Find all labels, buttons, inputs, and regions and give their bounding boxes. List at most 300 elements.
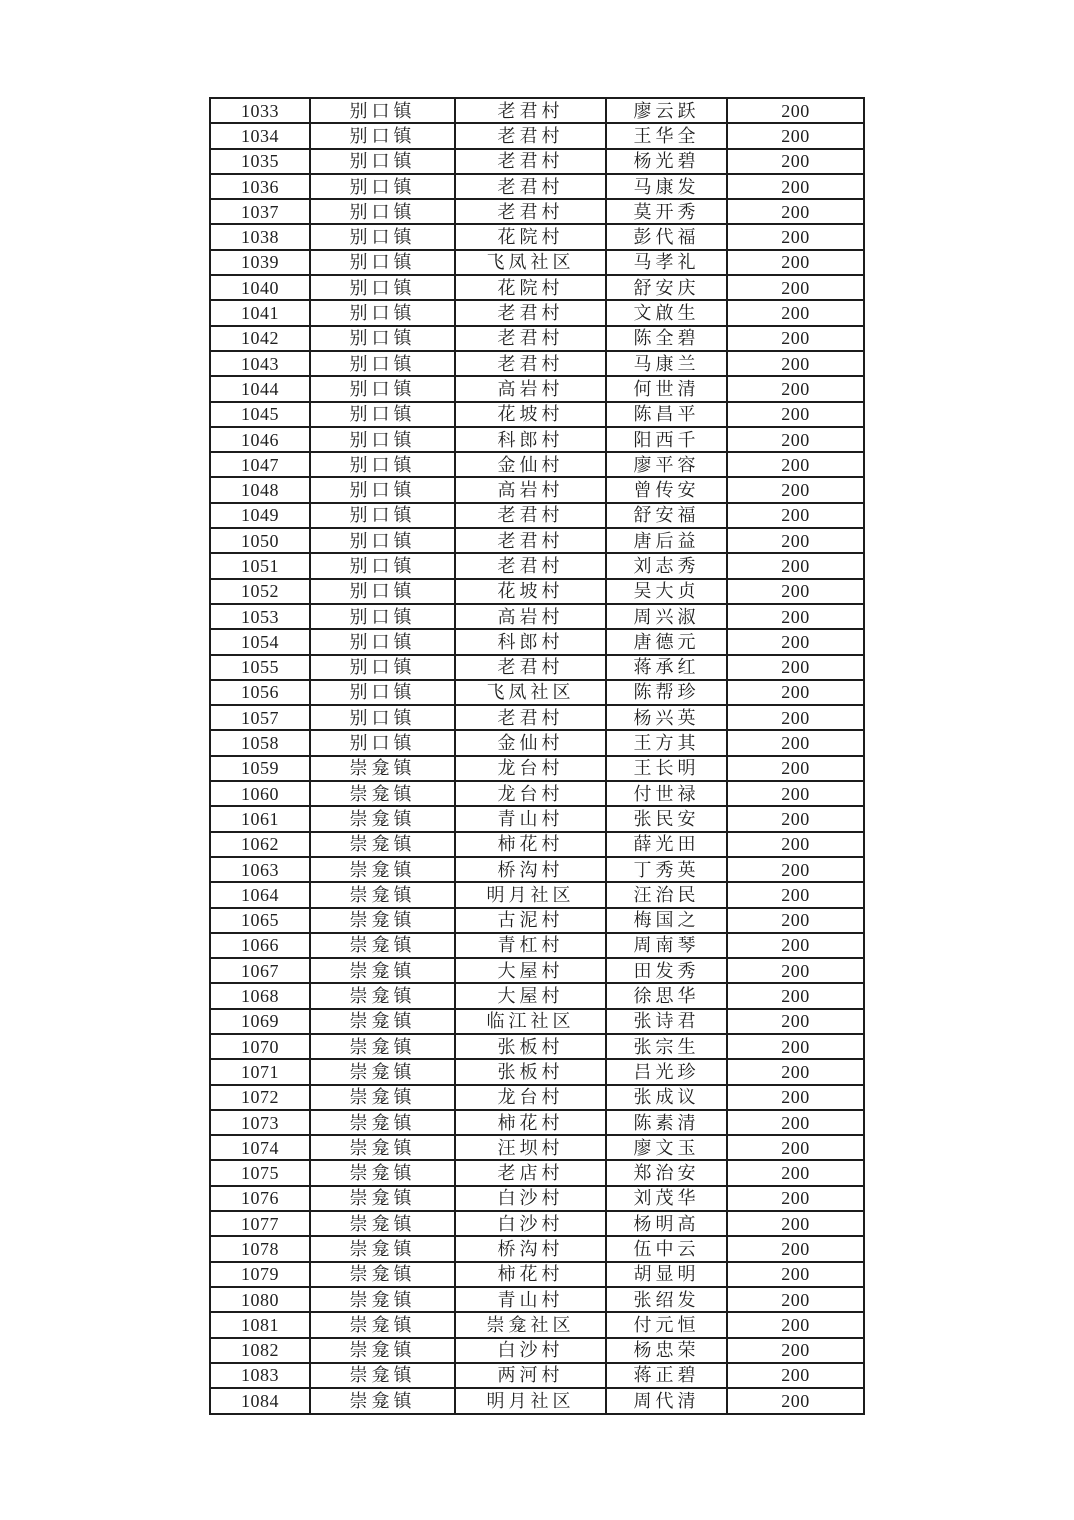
cell-village: 老君村 [455, 199, 606, 224]
cell-village: 老店村 [455, 1160, 606, 1185]
cell-amount: 200 [727, 1287, 864, 1312]
cell-town: 别口镇 [310, 402, 455, 427]
table-row [210, 1262, 864, 1287]
cell-town: 崇龛镇 [310, 1211, 455, 1236]
cell-village: 白沙村 [455, 1186, 606, 1211]
table-row [210, 1312, 864, 1337]
cell-amount: 200 [727, 98, 864, 123]
cell-village: 飞凤社区 [455, 250, 606, 275]
cell-person-name: 汪治民 [606, 882, 727, 907]
cell-serial-number: 1064 [210, 882, 310, 907]
cell-town: 别口镇 [310, 705, 455, 730]
cell-town: 崇龛镇 [310, 1110, 455, 1135]
cell-serial-number: 1036 [210, 174, 310, 199]
cell-town: 崇龛镇 [310, 1338, 455, 1363]
cell-serial-number: 1079 [210, 1262, 310, 1287]
cell-town: 崇龛镇 [310, 832, 455, 857]
cell-person-name: 王长明 [606, 756, 727, 781]
cell-amount: 200 [727, 705, 864, 730]
cell-serial-number: 1051 [210, 553, 310, 578]
cell-person-name: 丁秀英 [606, 857, 727, 882]
table-row [210, 528, 864, 553]
table-row [210, 629, 864, 654]
cell-person-name: 马孝礼 [606, 250, 727, 275]
cell-serial-number: 1070 [210, 1034, 310, 1059]
cell-village: 两河村 [455, 1363, 606, 1388]
cell-village: 科郎村 [455, 427, 606, 452]
cell-serial-number: 1045 [210, 402, 310, 427]
table-row [210, 655, 864, 680]
cell-town: 别口镇 [310, 477, 455, 502]
cell-village: 金仙村 [455, 730, 606, 755]
cell-serial-number: 1038 [210, 224, 310, 249]
cell-town: 别口镇 [310, 579, 455, 604]
cell-person-name: 杨光碧 [606, 149, 727, 174]
cell-village: 老君村 [455, 528, 606, 553]
cell-person-name: 田发秀 [606, 958, 727, 983]
cell-person-name: 陈帮珍 [606, 680, 727, 705]
cell-serial-number: 1039 [210, 250, 310, 275]
cell-serial-number: 1069 [210, 1009, 310, 1034]
cell-village: 崇龛社区 [455, 1312, 606, 1337]
table-row [210, 427, 864, 452]
cell-person-name: 杨忠荣 [606, 1338, 727, 1363]
cell-person-name: 周兴淑 [606, 604, 727, 629]
cell-village: 金仙村 [455, 452, 606, 477]
cell-village: 张板村 [455, 1059, 606, 1084]
cell-amount: 200 [727, 1312, 864, 1337]
cell-amount: 200 [727, 832, 864, 857]
cell-village: 科郎村 [455, 629, 606, 654]
table-row [210, 199, 864, 224]
cell-amount: 200 [727, 781, 864, 806]
cell-town: 别口镇 [310, 553, 455, 578]
cell-village: 老君村 [455, 655, 606, 680]
cell-person-name: 唐后益 [606, 528, 727, 553]
cell-serial-number: 1053 [210, 604, 310, 629]
cell-village: 临江社区 [455, 1009, 606, 1034]
cell-town: 崇龛镇 [310, 1034, 455, 1059]
cell-serial-number: 1063 [210, 857, 310, 882]
table-row [210, 1034, 864, 1059]
cell-amount: 200 [727, 452, 864, 477]
cell-village: 白沙村 [455, 1211, 606, 1236]
cell-town: 别口镇 [310, 680, 455, 705]
cell-serial-number: 1078 [210, 1236, 310, 1261]
cell-town: 别口镇 [310, 528, 455, 553]
cell-serial-number: 1062 [210, 832, 310, 857]
cell-serial-number: 1068 [210, 983, 310, 1008]
cell-town: 崇龛镇 [310, 857, 455, 882]
cell-amount: 200 [727, 224, 864, 249]
table-row [210, 1363, 864, 1388]
cell-amount: 200 [727, 1034, 864, 1059]
cell-village: 龙台村 [455, 781, 606, 806]
cell-serial-number: 1074 [210, 1135, 310, 1160]
cell-amount: 200 [727, 402, 864, 427]
cell-serial-number: 1049 [210, 503, 310, 528]
table-row [210, 781, 864, 806]
cell-amount: 200 [727, 123, 864, 148]
cell-serial-number: 1056 [210, 680, 310, 705]
table-row [210, 452, 864, 477]
cell-amount: 200 [727, 1085, 864, 1110]
cell-person-name: 刘茂华 [606, 1186, 727, 1211]
cell-amount: 200 [727, 1059, 864, 1084]
cell-person-name: 周南琴 [606, 933, 727, 958]
cell-person-name: 张成议 [606, 1085, 727, 1110]
table-row [210, 1135, 864, 1160]
cell-village: 老君村 [455, 98, 606, 123]
cell-village: 龙台村 [455, 756, 606, 781]
cell-person-name: 陈全碧 [606, 326, 727, 351]
table-row [210, 224, 864, 249]
table-row [210, 123, 864, 148]
cell-amount: 200 [727, 756, 864, 781]
table-row [210, 503, 864, 528]
cell-person-name: 王华全 [606, 123, 727, 148]
cell-village: 青山村 [455, 806, 606, 831]
cell-serial-number: 1043 [210, 351, 310, 376]
cell-person-name: 陈昌平 [606, 402, 727, 427]
cell-town: 别口镇 [310, 149, 455, 174]
table-body [210, 98, 864, 1414]
cell-serial-number: 1047 [210, 452, 310, 477]
cell-person-name: 蒋正碧 [606, 1363, 727, 1388]
cell-village: 飞凤社区 [455, 680, 606, 705]
table-row [210, 933, 864, 958]
cell-town: 别口镇 [310, 604, 455, 629]
cell-village: 花坡村 [455, 579, 606, 604]
cell-town: 崇龛镇 [310, 1262, 455, 1287]
cell-town: 崇龛镇 [310, 806, 455, 831]
cell-serial-number: 1046 [210, 427, 310, 452]
cell-serial-number: 1035 [210, 149, 310, 174]
cell-town: 崇龛镇 [310, 756, 455, 781]
cell-village: 花院村 [455, 224, 606, 249]
cell-person-name: 彭代福 [606, 224, 727, 249]
cell-town: 别口镇 [310, 300, 455, 325]
cell-serial-number: 1058 [210, 730, 310, 755]
cell-person-name: 陈素清 [606, 1110, 727, 1135]
cell-amount: 200 [727, 300, 864, 325]
cell-village: 明月社区 [455, 1388, 606, 1414]
cell-village: 白沙村 [455, 1338, 606, 1363]
cell-amount: 200 [727, 1338, 864, 1363]
cell-town: 崇龛镇 [310, 1312, 455, 1337]
cell-amount: 200 [727, 730, 864, 755]
cell-person-name: 张诗君 [606, 1009, 727, 1034]
cell-town: 崇龛镇 [310, 1085, 455, 1110]
cell-village: 柿花村 [455, 1262, 606, 1287]
table-row [210, 832, 864, 857]
cell-town: 崇龛镇 [310, 958, 455, 983]
table-row [210, 1110, 864, 1135]
table-row [210, 351, 864, 376]
table-row [210, 98, 864, 123]
cell-serial-number: 1067 [210, 958, 310, 983]
cell-village: 老君村 [455, 149, 606, 174]
cell-person-name: 文啟生 [606, 300, 727, 325]
cell-town: 别口镇 [310, 123, 455, 148]
table-row [210, 1287, 864, 1312]
cell-village: 明月社区 [455, 882, 606, 907]
cell-serial-number: 1082 [210, 1338, 310, 1363]
cell-person-name: 王方其 [606, 730, 727, 755]
cell-serial-number: 1057 [210, 705, 310, 730]
cell-town: 崇龛镇 [310, 1059, 455, 1084]
cell-town: 崇龛镇 [310, 1186, 455, 1211]
table-row [210, 1211, 864, 1236]
cell-person-name: 张绍发 [606, 1287, 727, 1312]
cell-amount: 200 [727, 1388, 864, 1414]
cell-amount: 200 [727, 857, 864, 882]
cell-person-name: 张民安 [606, 806, 727, 831]
cell-village: 高岩村 [455, 604, 606, 629]
cell-amount: 200 [727, 275, 864, 300]
table-row [210, 958, 864, 983]
cell-serial-number: 1073 [210, 1110, 310, 1135]
cell-village: 汪坝村 [455, 1135, 606, 1160]
cell-serial-number: 1065 [210, 908, 310, 933]
cell-village: 青杠村 [455, 933, 606, 958]
cell-village: 高岩村 [455, 477, 606, 502]
table-row [210, 477, 864, 502]
cell-person-name: 杨明高 [606, 1211, 727, 1236]
cell-person-name: 马康兰 [606, 351, 727, 376]
table-row [210, 1009, 864, 1034]
cell-amount: 200 [727, 958, 864, 983]
cell-town: 别口镇 [310, 199, 455, 224]
cell-village: 桥沟村 [455, 1236, 606, 1261]
table-row [210, 553, 864, 578]
subsidy-list-table [209, 97, 865, 1415]
cell-person-name: 舒安庆 [606, 275, 727, 300]
cell-serial-number: 1034 [210, 123, 310, 148]
cell-village: 花院村 [455, 275, 606, 300]
cell-village: 花坡村 [455, 402, 606, 427]
cell-person-name: 胡显明 [606, 1262, 727, 1287]
cell-person-name: 何世清 [606, 376, 727, 401]
cell-person-name: 吴大贞 [606, 579, 727, 604]
table-row [210, 857, 864, 882]
cell-person-name: 蒋承红 [606, 655, 727, 680]
cell-amount: 200 [727, 1186, 864, 1211]
cell-town: 别口镇 [310, 376, 455, 401]
cell-person-name: 徐思华 [606, 983, 727, 1008]
cell-amount: 200 [727, 427, 864, 452]
cell-village: 柿花村 [455, 832, 606, 857]
cell-village: 老君村 [455, 351, 606, 376]
cell-village: 柿花村 [455, 1110, 606, 1135]
cell-amount: 200 [727, 503, 864, 528]
cell-amount: 200 [727, 1110, 864, 1135]
cell-person-name: 吕光珍 [606, 1059, 727, 1084]
cell-town: 崇龛镇 [310, 1363, 455, 1388]
cell-person-name: 莫开秀 [606, 199, 727, 224]
cell-amount: 200 [727, 1236, 864, 1261]
cell-serial-number: 1080 [210, 1287, 310, 1312]
cell-person-name: 梅国之 [606, 908, 727, 933]
cell-serial-number: 1041 [210, 300, 310, 325]
cell-amount: 200 [727, 1009, 864, 1034]
cell-amount: 200 [727, 680, 864, 705]
table-row [210, 680, 864, 705]
table-row [210, 806, 864, 831]
table-row [210, 1186, 864, 1211]
cell-serial-number: 1054 [210, 629, 310, 654]
cell-serial-number: 1077 [210, 1211, 310, 1236]
table-row [210, 1338, 864, 1363]
cell-town: 崇龛镇 [310, 1388, 455, 1414]
cell-village: 青山村 [455, 1287, 606, 1312]
cell-village: 古泥村 [455, 908, 606, 933]
table-row [210, 1388, 864, 1414]
cell-amount: 200 [727, 1363, 864, 1388]
cell-amount: 200 [727, 149, 864, 174]
table-row [210, 983, 864, 1008]
cell-village: 桥沟村 [455, 857, 606, 882]
cell-amount: 200 [727, 983, 864, 1008]
table-row [210, 402, 864, 427]
table-row [210, 149, 864, 174]
cell-amount: 200 [727, 1262, 864, 1287]
cell-serial-number: 1050 [210, 528, 310, 553]
cell-amount: 200 [727, 806, 864, 831]
cell-town: 崇龛镇 [310, 1135, 455, 1160]
cell-town: 别口镇 [310, 351, 455, 376]
cell-serial-number: 1037 [210, 199, 310, 224]
cell-person-name: 付世禄 [606, 781, 727, 806]
table-row [210, 250, 864, 275]
cell-serial-number: 1075 [210, 1160, 310, 1185]
table-row [210, 579, 864, 604]
cell-person-name: 刘志秀 [606, 553, 727, 578]
cell-town: 崇龛镇 [310, 882, 455, 907]
table-row [210, 174, 864, 199]
cell-amount: 200 [727, 882, 864, 907]
cell-serial-number: 1081 [210, 1312, 310, 1337]
cell-serial-number: 1084 [210, 1388, 310, 1414]
cell-person-name: 廖平容 [606, 452, 727, 477]
cell-town: 别口镇 [310, 98, 455, 123]
cell-village: 老君村 [455, 326, 606, 351]
cell-person-name: 曾传安 [606, 477, 727, 502]
cell-town: 别口镇 [310, 452, 455, 477]
table-row [210, 376, 864, 401]
table-row [210, 300, 864, 325]
cell-amount: 200 [727, 1135, 864, 1160]
cell-town: 崇龛镇 [310, 908, 455, 933]
cell-village: 老君村 [455, 123, 606, 148]
cell-person-name: 马康发 [606, 174, 727, 199]
cell-town: 崇龛镇 [310, 933, 455, 958]
cell-amount: 200 [727, 351, 864, 376]
cell-serial-number: 1044 [210, 376, 310, 401]
cell-serial-number: 1066 [210, 933, 310, 958]
cell-serial-number: 1060 [210, 781, 310, 806]
table-row [210, 1236, 864, 1261]
table-row [210, 604, 864, 629]
cell-amount: 200 [727, 1160, 864, 1185]
table-row [210, 1160, 864, 1185]
cell-amount: 200 [727, 250, 864, 275]
table-row [210, 908, 864, 933]
cell-serial-number: 1072 [210, 1085, 310, 1110]
cell-town: 别口镇 [310, 250, 455, 275]
cell-amount: 200 [727, 1211, 864, 1236]
cell-amount: 200 [727, 908, 864, 933]
cell-village: 大屋村 [455, 983, 606, 1008]
cell-town: 别口镇 [310, 655, 455, 680]
cell-person-name: 廖云跃 [606, 98, 727, 123]
cell-person-name: 舒安福 [606, 503, 727, 528]
cell-village: 龙台村 [455, 1085, 606, 1110]
cell-amount: 200 [727, 553, 864, 578]
cell-serial-number: 1076 [210, 1186, 310, 1211]
cell-town: 别口镇 [310, 174, 455, 199]
cell-village: 张板村 [455, 1034, 606, 1059]
cell-person-name: 郑治安 [606, 1160, 727, 1185]
table-row [210, 1085, 864, 1110]
cell-town: 崇龛镇 [310, 983, 455, 1008]
cell-village: 老君村 [455, 705, 606, 730]
cell-town: 崇龛镇 [310, 1160, 455, 1185]
cell-serial-number: 1052 [210, 579, 310, 604]
cell-serial-number: 1055 [210, 655, 310, 680]
cell-serial-number: 1071 [210, 1059, 310, 1084]
cell-village: 高岩村 [455, 376, 606, 401]
cell-person-name: 唐德元 [606, 629, 727, 654]
cell-serial-number: 1048 [210, 477, 310, 502]
cell-village: 老君村 [455, 503, 606, 528]
cell-amount: 200 [727, 326, 864, 351]
cell-serial-number: 1083 [210, 1363, 310, 1388]
cell-village: 老君村 [455, 553, 606, 578]
cell-amount: 200 [727, 477, 864, 502]
cell-person-name: 张宗生 [606, 1034, 727, 1059]
cell-person-name: 付元恒 [606, 1312, 727, 1337]
cell-serial-number: 1059 [210, 756, 310, 781]
cell-village: 大屋村 [455, 958, 606, 983]
cell-person-name: 周代清 [606, 1388, 727, 1414]
cell-serial-number: 1042 [210, 326, 310, 351]
cell-village: 老君村 [455, 174, 606, 199]
cell-town: 别口镇 [310, 224, 455, 249]
cell-town: 崇龛镇 [310, 1236, 455, 1261]
cell-amount: 200 [727, 199, 864, 224]
table-row [210, 882, 864, 907]
cell-amount: 200 [727, 528, 864, 553]
cell-person-name: 阳西千 [606, 427, 727, 452]
cell-amount: 200 [727, 174, 864, 199]
cell-amount: 200 [727, 376, 864, 401]
cell-serial-number: 1061 [210, 806, 310, 831]
table-row [210, 756, 864, 781]
cell-town: 崇龛镇 [310, 1009, 455, 1034]
cell-person-name: 伍中云 [606, 1236, 727, 1261]
cell-town: 崇龛镇 [310, 1287, 455, 1312]
cell-town: 别口镇 [310, 427, 455, 452]
cell-town: 别口镇 [310, 326, 455, 351]
cell-town: 别口镇 [310, 275, 455, 300]
cell-amount: 200 [727, 579, 864, 604]
cell-town: 别口镇 [310, 503, 455, 528]
table-row [210, 1059, 864, 1084]
cell-serial-number: 1040 [210, 275, 310, 300]
cell-amount: 200 [727, 933, 864, 958]
cell-person-name: 杨兴英 [606, 705, 727, 730]
